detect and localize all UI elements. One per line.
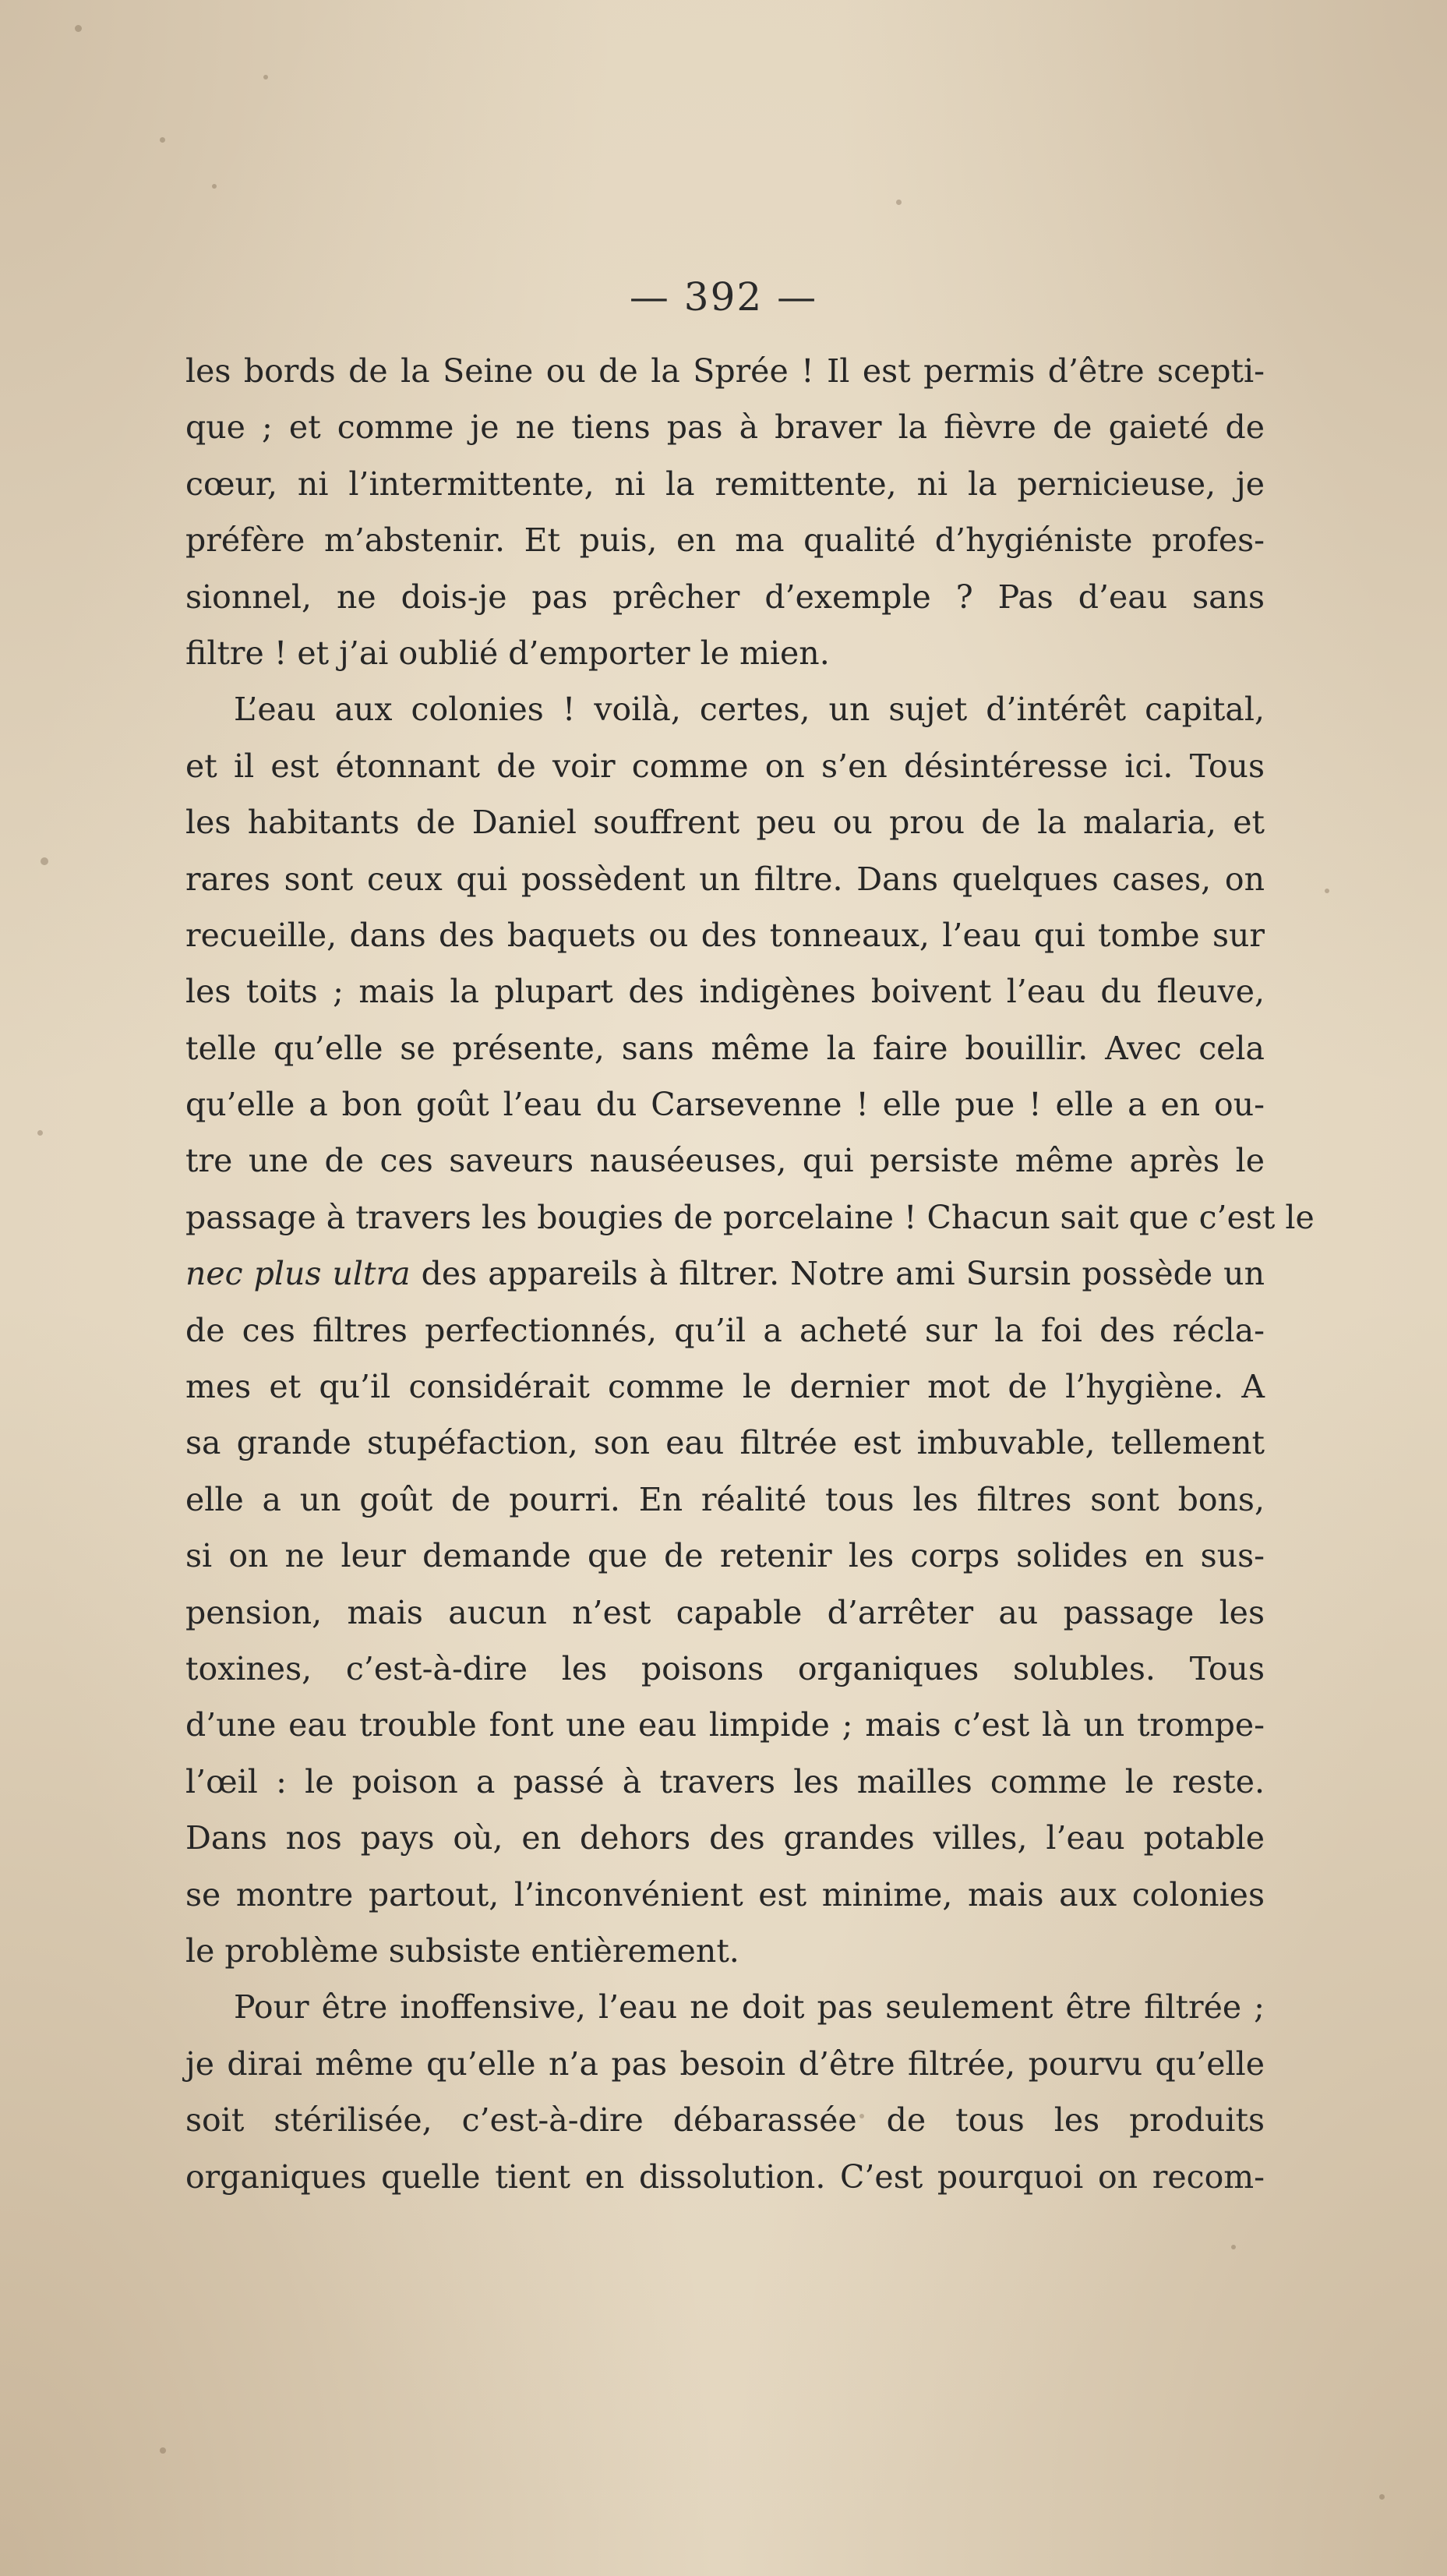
text-line: tre une de ces saveurs nauséeuses, qui persiste même après le bbox=[185, 1142, 1265, 1180]
paper-speck bbox=[896, 200, 902, 205]
text-line: mes et qu’il considérait comme le dernier mot de l’hygiène. A bbox=[185, 1368, 1265, 1406]
text-line: les toits ; mais la plupart des indigènes boivent l’eau du fleuve, bbox=[185, 973, 1265, 1011]
text-line: d’une eau trouble font une eau limpide ; mais c’est là un trompe- bbox=[185, 1706, 1265, 1744]
text-line: l’œil : le poison a passé à travers les mailles comme le reste. bbox=[185, 1762, 1265, 1800]
text-line: sa grande stupéfaction, son eau filtrée est imbuvable, tellement bbox=[185, 1424, 1265, 1462]
text-line: les bords de la Seine ou de la Sprée ! Il est permis d’être scepti- bbox=[185, 352, 1265, 390]
paper-speck bbox=[160, 2447, 166, 2454]
text-line: que ; et comme je ne tiens pas à braver la fièvre de gaieté de bbox=[185, 408, 1265, 447]
text-line: telle qu’elle se présente, sans même la faire bouillir. Avec cela bbox=[185, 1029, 1265, 1067]
text-line: et il est étonnant de voir comme on s’en désintéresse ici. Tous bbox=[185, 747, 1265, 785]
text-line: passage à travers les bougies de porcelaine ! Chacun sait que c’est le bbox=[185, 1198, 1315, 1236]
text-line: Dans nos pays où, en dehors des grandes villes, l’eau potable bbox=[185, 1819, 1265, 1857]
italic-phrase: nec plus ultra bbox=[185, 1255, 411, 1293]
paper-speck bbox=[212, 184, 217, 189]
text-line-rest: des appareils à filtrer. Notre ami Sursin possède un bbox=[410, 1255, 1265, 1293]
text-line: pension, mais aucun n’est capable d’arrêter au passage les bbox=[185, 1593, 1265, 1631]
text-line: si on ne leur demande que de retenir les corps solides en sus- bbox=[185, 1537, 1265, 1575]
text-line: recueille, dans des baquets ou des tonneaux, l’eau qui tombe sur bbox=[185, 916, 1265, 954]
text-line: toxines, c’est-à-dire les poisons organiques solubles. Tous bbox=[185, 1649, 1265, 1687]
text-line: sionnel, ne dois-je pas prêcher d’exemple ? Pas d’eau sans bbox=[185, 578, 1265, 616]
text-line: cœur, ni l’intermittente, ni la remittente, ni la pernicieuse, je bbox=[185, 465, 1265, 503]
body-text bbox=[185, 343, 1315, 2205]
paper-speck bbox=[1325, 889, 1329, 893]
text-line: soit stérilisée, c’est-à-dire débarassée de tous les produits bbox=[185, 2101, 1265, 2140]
paper-speck bbox=[75, 25, 82, 32]
paper-speck bbox=[1231, 2245, 1236, 2249]
text-line: filtre ! et j’ai oublié d’emporter le mien. bbox=[185, 634, 830, 672]
page-number: — 392 — bbox=[629, 274, 818, 320]
text-line bbox=[185, 1246, 1265, 1302]
text-line: les habitants de Daniel souffrent peu ou prou de la malaria, et bbox=[185, 804, 1265, 842]
text-line: le problème subsiste entièrement. bbox=[185, 1931, 739, 1970]
paper-speck bbox=[41, 857, 48, 865]
text-line: qu’elle a bon goût l’eau du Carsevenne ! elle pue ! elle a en ou- bbox=[185, 1086, 1265, 1124]
paper-speck bbox=[1379, 2494, 1385, 2500]
text-line: préfère m’abstenir. Et puis, en ma qualité d’hygiéniste profes- bbox=[185, 521, 1265, 560]
paper-speck bbox=[263, 75, 268, 80]
text-line: elle a un goût de pourri. En réalité tous les filtres sont bons, bbox=[185, 1480, 1265, 1518]
text-line: Pour être inoffensive, l’eau ne doit pas seulement être filtrée ; bbox=[234, 1988, 1265, 2027]
text-line: organiques quelle tient en dissolution. C’est pourquoi on recom- bbox=[185, 2157, 1265, 2196]
paper-speck bbox=[37, 1130, 43, 1136]
text-line: L’eau aux colonies ! voilà, certes, un sujet d’intérêt capital, bbox=[234, 691, 1265, 729]
text-line: de ces filtres perfectionnés, qu’il a acheté sur la foi des récla- bbox=[185, 1311, 1265, 1349]
paper-speck bbox=[160, 137, 165, 143]
text-line: se montre partout, l’inconvénient est minime, mais aux colonies bbox=[185, 1875, 1265, 1913]
text-line: rares sont ceux qui possèdent un filtre. Dans quelques cases, on bbox=[185, 860, 1265, 898]
text-line: je dirai même qu’elle n’a pas besoin d’être filtrée, pourvu qu’elle bbox=[185, 2044, 1265, 2083]
